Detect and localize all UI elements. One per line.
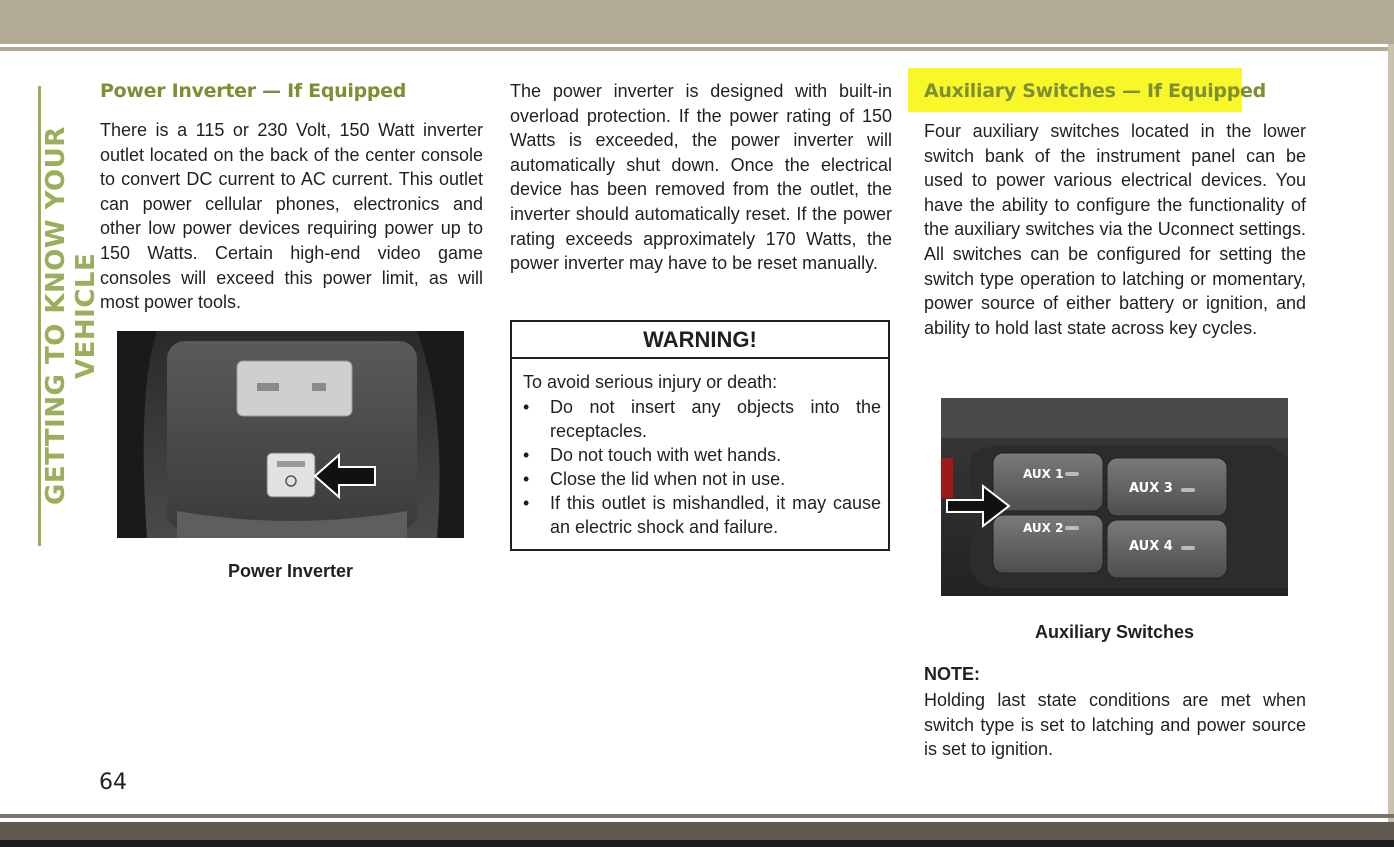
auxiliary-switches-caption: Auxiliary Switches (1034, 622, 1195, 642)
power-inverter-photo (117, 331, 464, 538)
power-inverter-heading: Power Inverter — If Equipped (100, 80, 407, 102)
bullet-icon: • (523, 397, 530, 417)
auxiliary-switches-paragraph: Four auxiliary switches located in the lower switch bank of the instrument panel can be used to power various electrical devices. You have the ability to configure the functionality of the auxiliary switches via the Uconnect settings. All switches can be configured for setting the switch type operation to latching or momentary, power source of either battery or ignition, and ability to hold last state across key cycles. (924, 121, 1306, 338)
warning-title: WARNING! (512, 322, 888, 359)
bullet-icon: • (523, 493, 530, 513)
warning-item: • If this outlet is mishandled, it may cause an electric shock and failure. (523, 493, 881, 537)
warning-item: • Close the lid when not in use. (523, 469, 786, 489)
note-paragraph: Holding last state conditions are met when switch type is set to latching and power source is set to ignition. (924, 690, 1306, 760)
warning-item: • Do not touch with wet hands. (523, 445, 782, 465)
bottom-strip (0, 840, 1394, 847)
power-inverter-caption: Power Inverter (227, 561, 354, 581)
aux-3-label: AUX 3 (1129, 481, 1173, 496)
warning-item: • Do not insert any objects into the receptacles. (523, 397, 881, 441)
page-number: 64 (99, 770, 127, 795)
bullet-icon: • (523, 469, 530, 489)
page-edge (1388, 44, 1394, 834)
auxiliary-switches-heading: Auxiliary Switches — If Equipped (924, 80, 1266, 102)
section-tab: GETTING TO KNOW YOUR VEHICLE (38, 86, 75, 546)
top-band (0, 0, 1394, 44)
aux-4-label: AUX 4 (1129, 539, 1173, 554)
auxiliary-switches-photo (941, 398, 1288, 596)
top-rule (0, 47, 1394, 51)
power-inverter-paragraph: There is a 115 or 230 Volt, 150 Watt inverter outlet located on the back of the center console to convert DC current to AC current. This outlet can power cellular phones, electronics and other low power devices requiring power up to 150 Watts. Certain high-end video game consoles will exceed this power limit, as will most power tools. (100, 120, 483, 313)
aux-2-label: AUX 2 (1023, 521, 1064, 535)
warning-box (510, 320, 890, 551)
overload-protection-paragraph: The power inverter is designed with built-in overload protection. If the power rating of 150 Watts is exceeded, the power inverter will automatically shut down. Once the electrical device has been removed from the outlet, the inverter should automatically reset. If the power rating exceeds approximately 170 Watts, the power inverter may have to be reset manually. (510, 81, 892, 274)
warning-list (523, 395, 881, 539)
aux-1-label: AUX 1 (1023, 467, 1064, 481)
note-label: NOTE: (924, 664, 980, 684)
bullet-icon: • (523, 445, 530, 465)
bottom-rule (0, 814, 1394, 818)
warning-intro: To avoid serious injury or death: (523, 372, 778, 392)
